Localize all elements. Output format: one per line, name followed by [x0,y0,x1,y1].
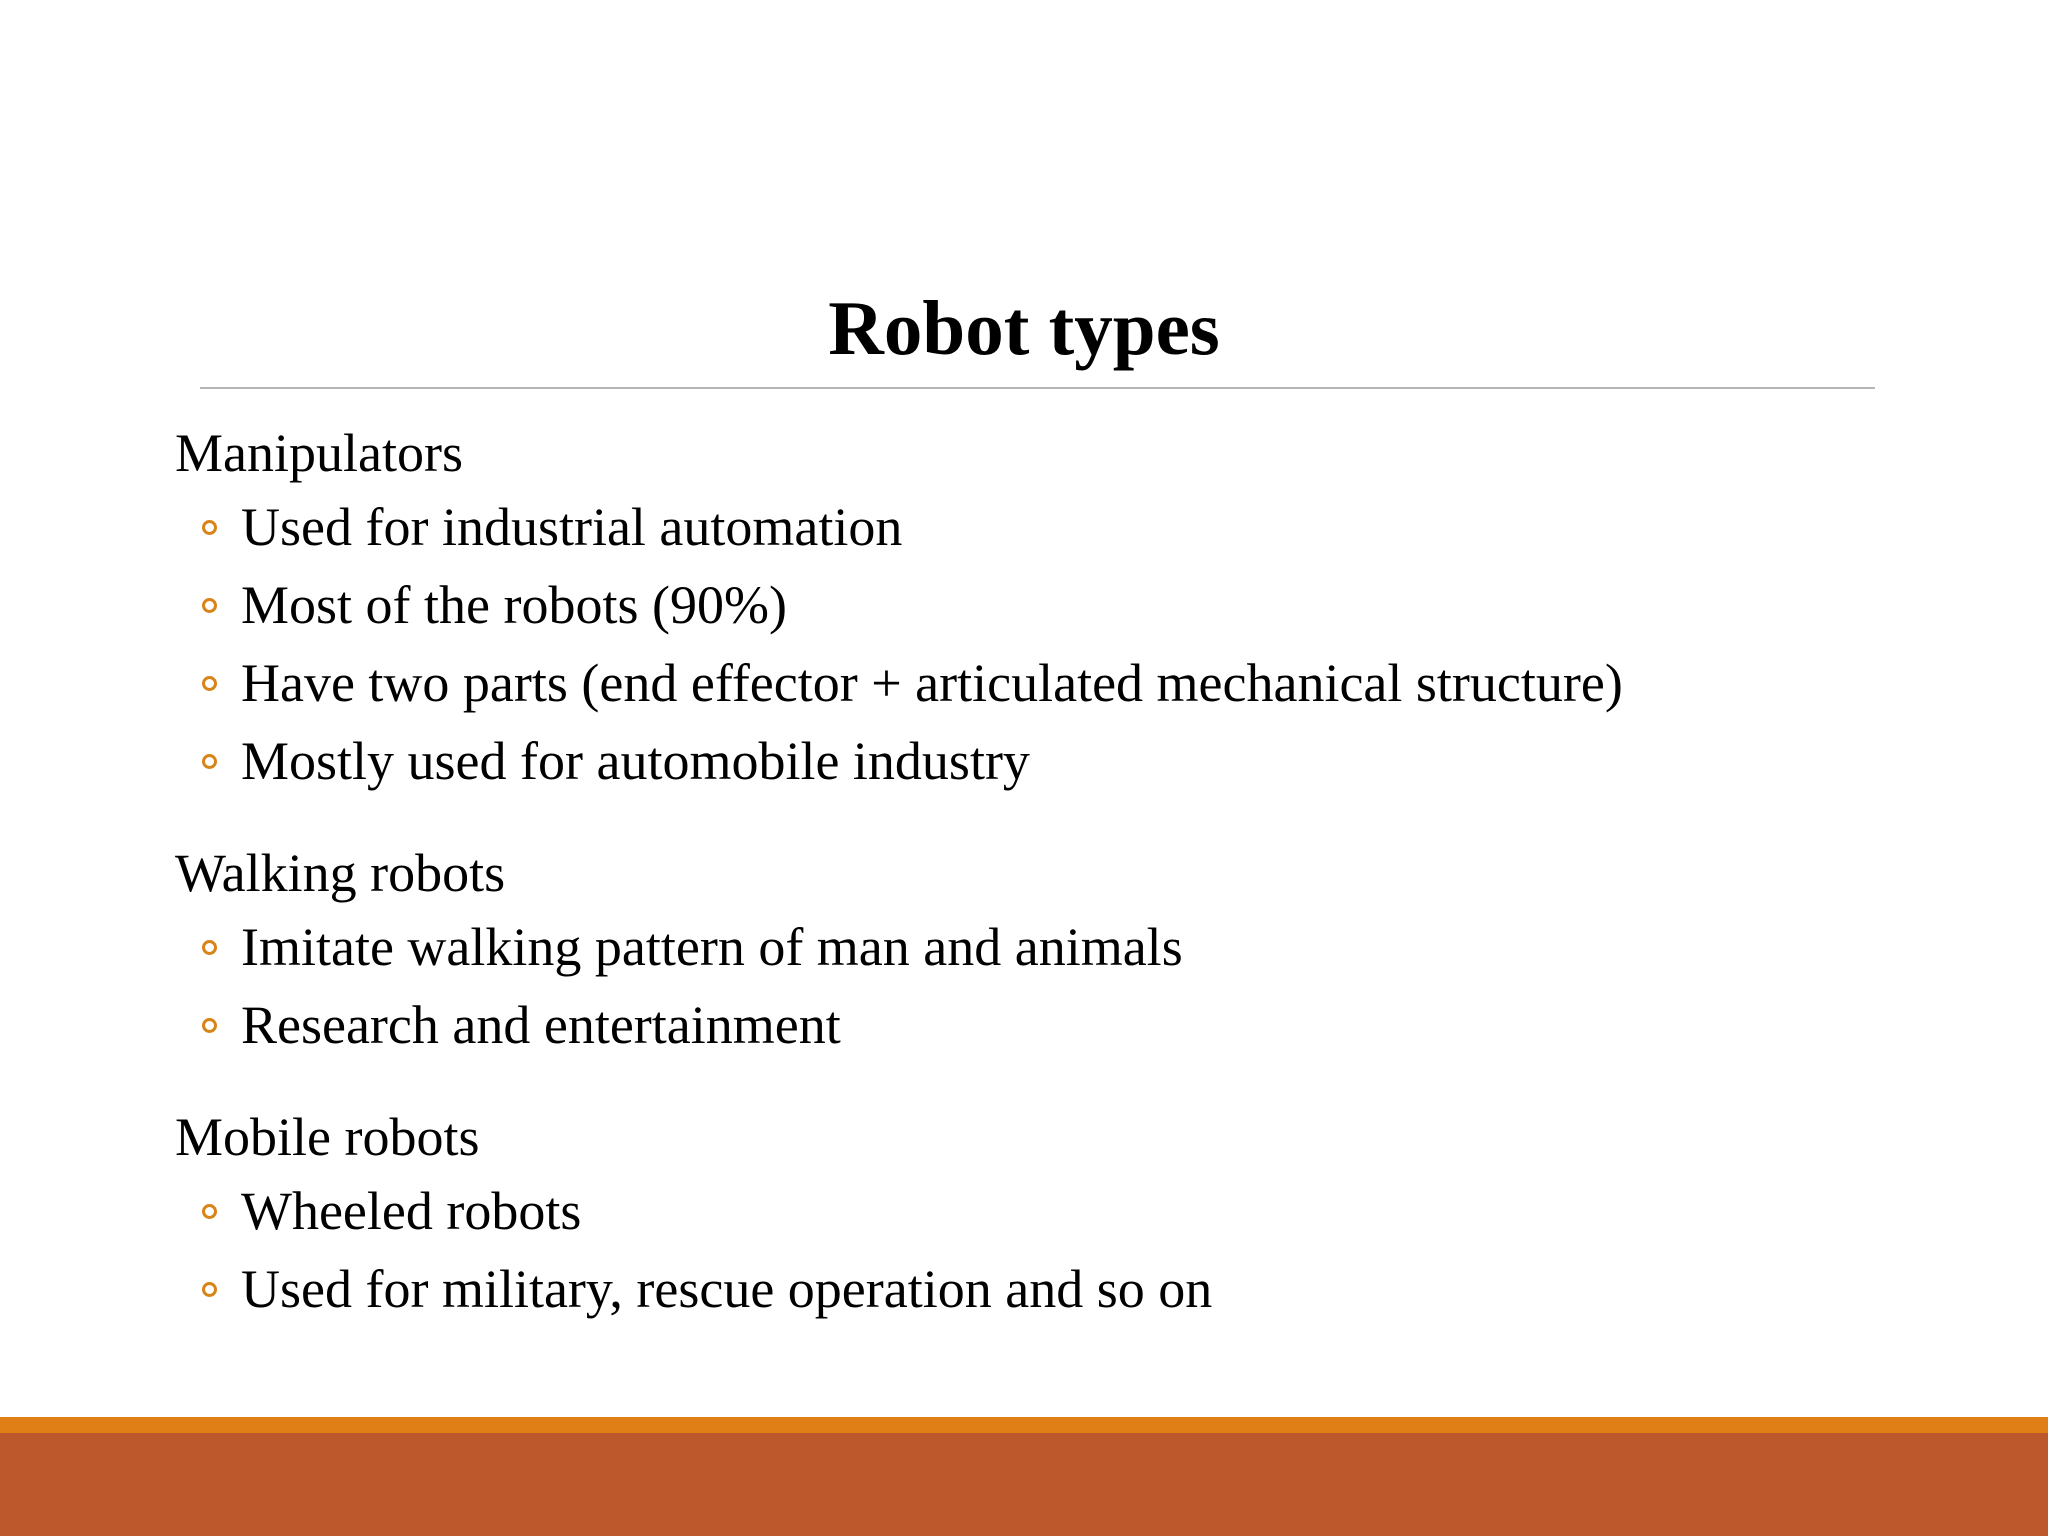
bullet-text: Used for military, rescue operation and so on [241,1259,1213,1319]
bullet-text: Most of the robots (90%) [241,575,787,635]
bullet-item [175,644,1875,722]
bullet-item [175,488,1875,566]
hollow-circle-icon [202,1018,217,1033]
bullet-text: Used for industrial automation [241,497,903,557]
footer-band [0,1433,2048,1536]
section-heading: Mobile robots [175,1107,480,1167]
hollow-circle-icon [202,1204,217,1219]
bullet-text: Imitate walking pattern of man and animals [241,917,1183,977]
bullet-item [175,722,1875,800]
hollow-circle-icon [202,940,217,955]
hollow-circle-icon [202,598,217,613]
section-walking-robots [175,838,1875,1064]
footer-accent-stripe [0,1417,2048,1433]
bullet-text: Mostly used for automobile industry [241,731,1030,791]
hollow-circle-icon [202,754,217,769]
bullet-item [175,1172,1875,1250]
bullet-text: Research and entertainment [241,995,841,1055]
section-heading: Walking robots [175,843,506,903]
slide-title: Robot types [828,285,1220,371]
section-manipulators [175,418,1875,800]
section-mobile-robots [175,1102,1875,1328]
bullet-item [175,986,1875,1064]
bullet-item [175,1250,1875,1328]
bullet-item [175,566,1875,644]
bullet-text: Wheeled robots [241,1181,582,1241]
bullet-item [175,908,1875,986]
bullet-text: Have two parts (end effector + articulated mechanical structure) [241,653,1623,713]
slide-content [175,418,1875,1328]
hollow-circle-icon [202,676,217,691]
title-divider [200,387,1875,389]
hollow-circle-icon [202,1282,217,1297]
hollow-circle-icon [202,520,217,535]
section-heading: Manipulators [175,423,463,483]
